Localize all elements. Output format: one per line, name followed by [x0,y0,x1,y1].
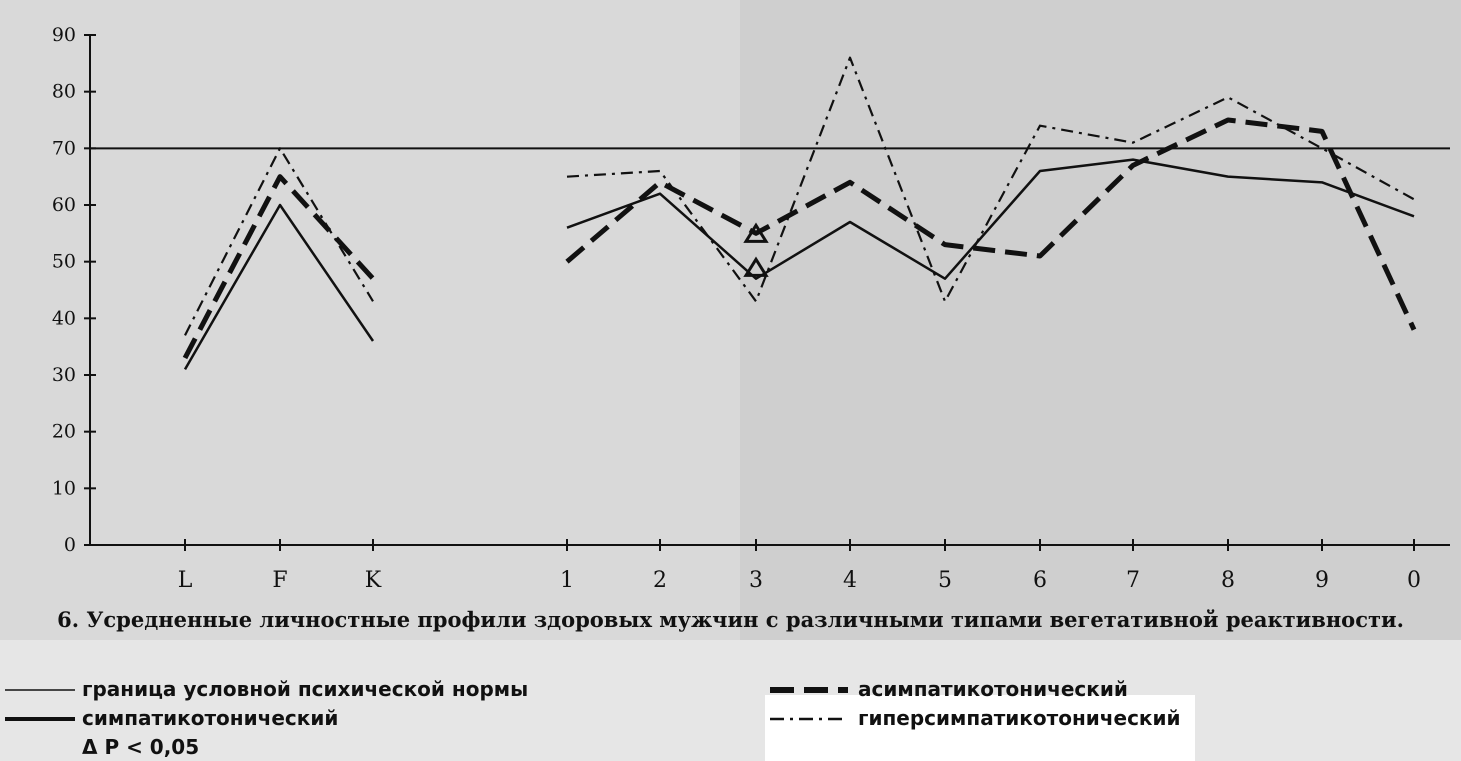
x-tick-label: L [177,568,193,593]
legend-hypersympathicotonic-label: гиперсимпатикотонический [858,706,1181,730]
x-tick-label: K [364,568,382,593]
legend-significance-label: Δ P < 0,05 [82,735,200,759]
series-line-1-segment-1 [185,205,373,369]
y-tick-label: 30 [51,364,76,386]
legend-asympathicotonic-label: асимпатикотонический [858,677,1128,701]
legend-sympathicotonic-label: симпатикотонический [82,706,339,730]
x-tick-label: 9 [1315,568,1329,593]
y-tick-label: 50 [51,250,76,273]
x-tick-label: 8 [1221,568,1235,593]
x-tick-label: 2 [653,568,667,593]
figure-caption: 6. Усредненные личностные профили здоровых мужчин с различными типами вегетативной реактивности. [57,607,1404,632]
y-tick-label: 40 [51,307,76,330]
x-tick-label: 5 [938,568,952,593]
legend-norm-label: граница условной психической нормы [82,677,529,701]
y-tick-label: 10 [51,477,76,500]
x-tick-label: 3 [749,568,763,593]
y-tick-label: 80 [51,80,76,103]
x-tick-label: 0 [1407,568,1421,593]
x-tick-label: 6 [1033,568,1047,593]
y-tick-label: 0 [63,534,76,556]
x-tick-label: F [272,568,288,593]
x-tick-label: 7 [1126,568,1140,593]
y-tick-label: 60 [51,194,76,216]
scan-background [740,0,1461,700]
x-tick-label: 4 [843,568,857,593]
y-tick-label: 90 [51,24,76,46]
y-tick-label: 70 [51,137,76,160]
series-line-2-segment-1 [185,177,373,358]
x-tick-label: 1 [560,568,574,593]
y-tick-label: 20 [51,420,76,443]
